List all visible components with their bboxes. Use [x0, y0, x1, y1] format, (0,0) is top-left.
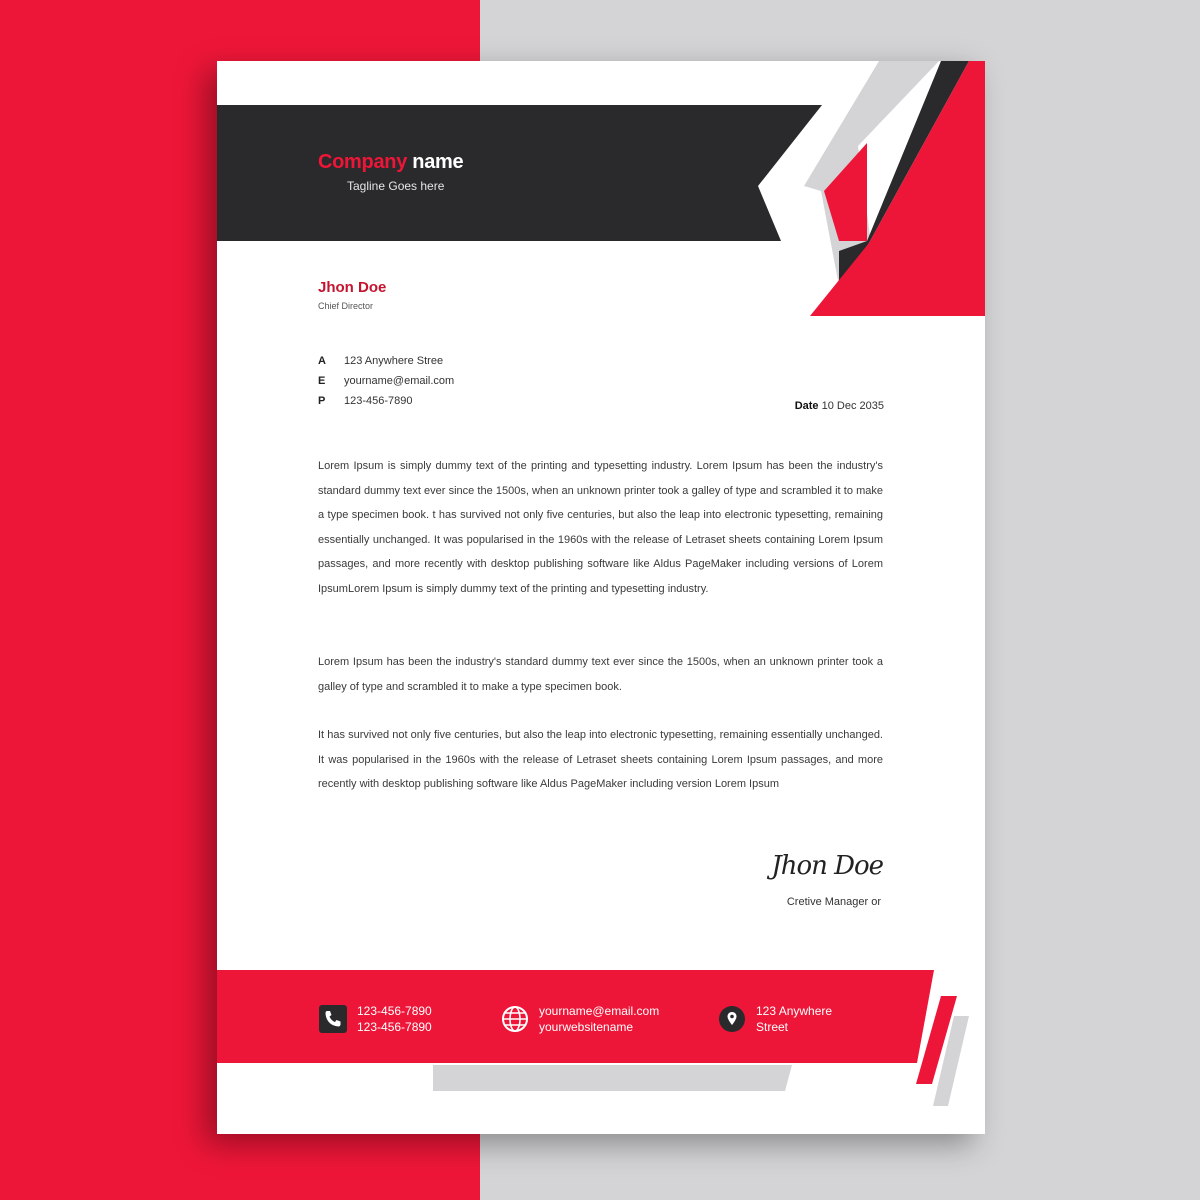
phone-icon — [318, 1004, 348, 1034]
footer-website: yourwebsitename — [539, 1020, 634, 1034]
contact-key: A — [318, 355, 326, 367]
footer-web — [500, 1003, 659, 1035]
body-paragraph-3: It has survived not only five centuries, but also the leap into electronic typesetting, remaining essentially unchanged. It was popularised in the 1960s with the release of Letraset sheets containing Lorem Ipsum passages, and more recently with desktop publishing software like Aldus PageMaker including version Lorem Ipsum — [318, 729, 883, 790]
contact-value: 123-456-7890 — [344, 395, 413, 407]
company-name-accent: Company — [318, 151, 408, 173]
contact-address — [318, 355, 443, 367]
footer-address — [717, 1003, 832, 1035]
footer-phone-line-2: 123-456-7890 — [357, 1020, 432, 1034]
signature-title: Cretive Manager or — [786, 896, 881, 908]
contact-key: E — [318, 375, 326, 387]
location-pin-icon — [717, 1004, 747, 1034]
sender-name: Jhon Doe — [318, 279, 387, 296]
company-name-rest: name — [412, 151, 464, 173]
contact-value: yourname@email.com — [344, 375, 455, 387]
footer-address-line-2: Street — [756, 1020, 789, 1034]
date-value: 10 Dec 2035 — [821, 400, 884, 412]
company-name — [318, 151, 463, 174]
body-paragraph-1: Lorem Ipsum is simply dummy text of the printing and typesetting industry. Lorem Ipsum has been the industry's standard dummy text ever since the 1500s, when an unknown printer took a galley of type and scrambled it to make a type specimen book. t has survived not only five centuries, but also the leap into electronic typesetting, remaining essentially unchanged. It was popularised in the 1960s with the release of Letraset sheets containing Lorem Ipsum passages, and more recently with desktop publishing software like Aldus PageMaker including versions of Lorem IpsumLorem Ipsum is simply dummy text of the printing and typesetting industry. — [318, 460, 883, 595]
contact-key: P — [318, 395, 326, 407]
footer-address-line-1: 123 Anywhere — [756, 1004, 833, 1018]
letterhead-page — [217, 61, 985, 1134]
date-label: Date — [794, 400, 819, 412]
signature-image: Jhon Doe — [771, 851, 883, 881]
sender-title: Chief Director — [318, 301, 374, 311]
company-tagline: Tagline Goes here — [347, 179, 445, 193]
footer-email: yourname@email.com — [539, 1004, 660, 1018]
body-paragraph-2: Lorem Ipsum has been the industry's standard dummy text ever since the 1500s, when an unknown printer took a galley of type and scrambled it to make a type specimen book. — [318, 656, 883, 693]
footer-graphic — [217, 966, 985, 1134]
footer-phone — [318, 1003, 432, 1035]
globe-icon — [500, 1004, 530, 1034]
contact-email — [318, 375, 454, 387]
footer-phone-line-1: 123-456-7890 — [357, 1004, 432, 1018]
letter-date — [795, 400, 884, 412]
contact-value: 123 Anywhere Stree — [344, 355, 444, 367]
contact-phone — [318, 395, 413, 407]
